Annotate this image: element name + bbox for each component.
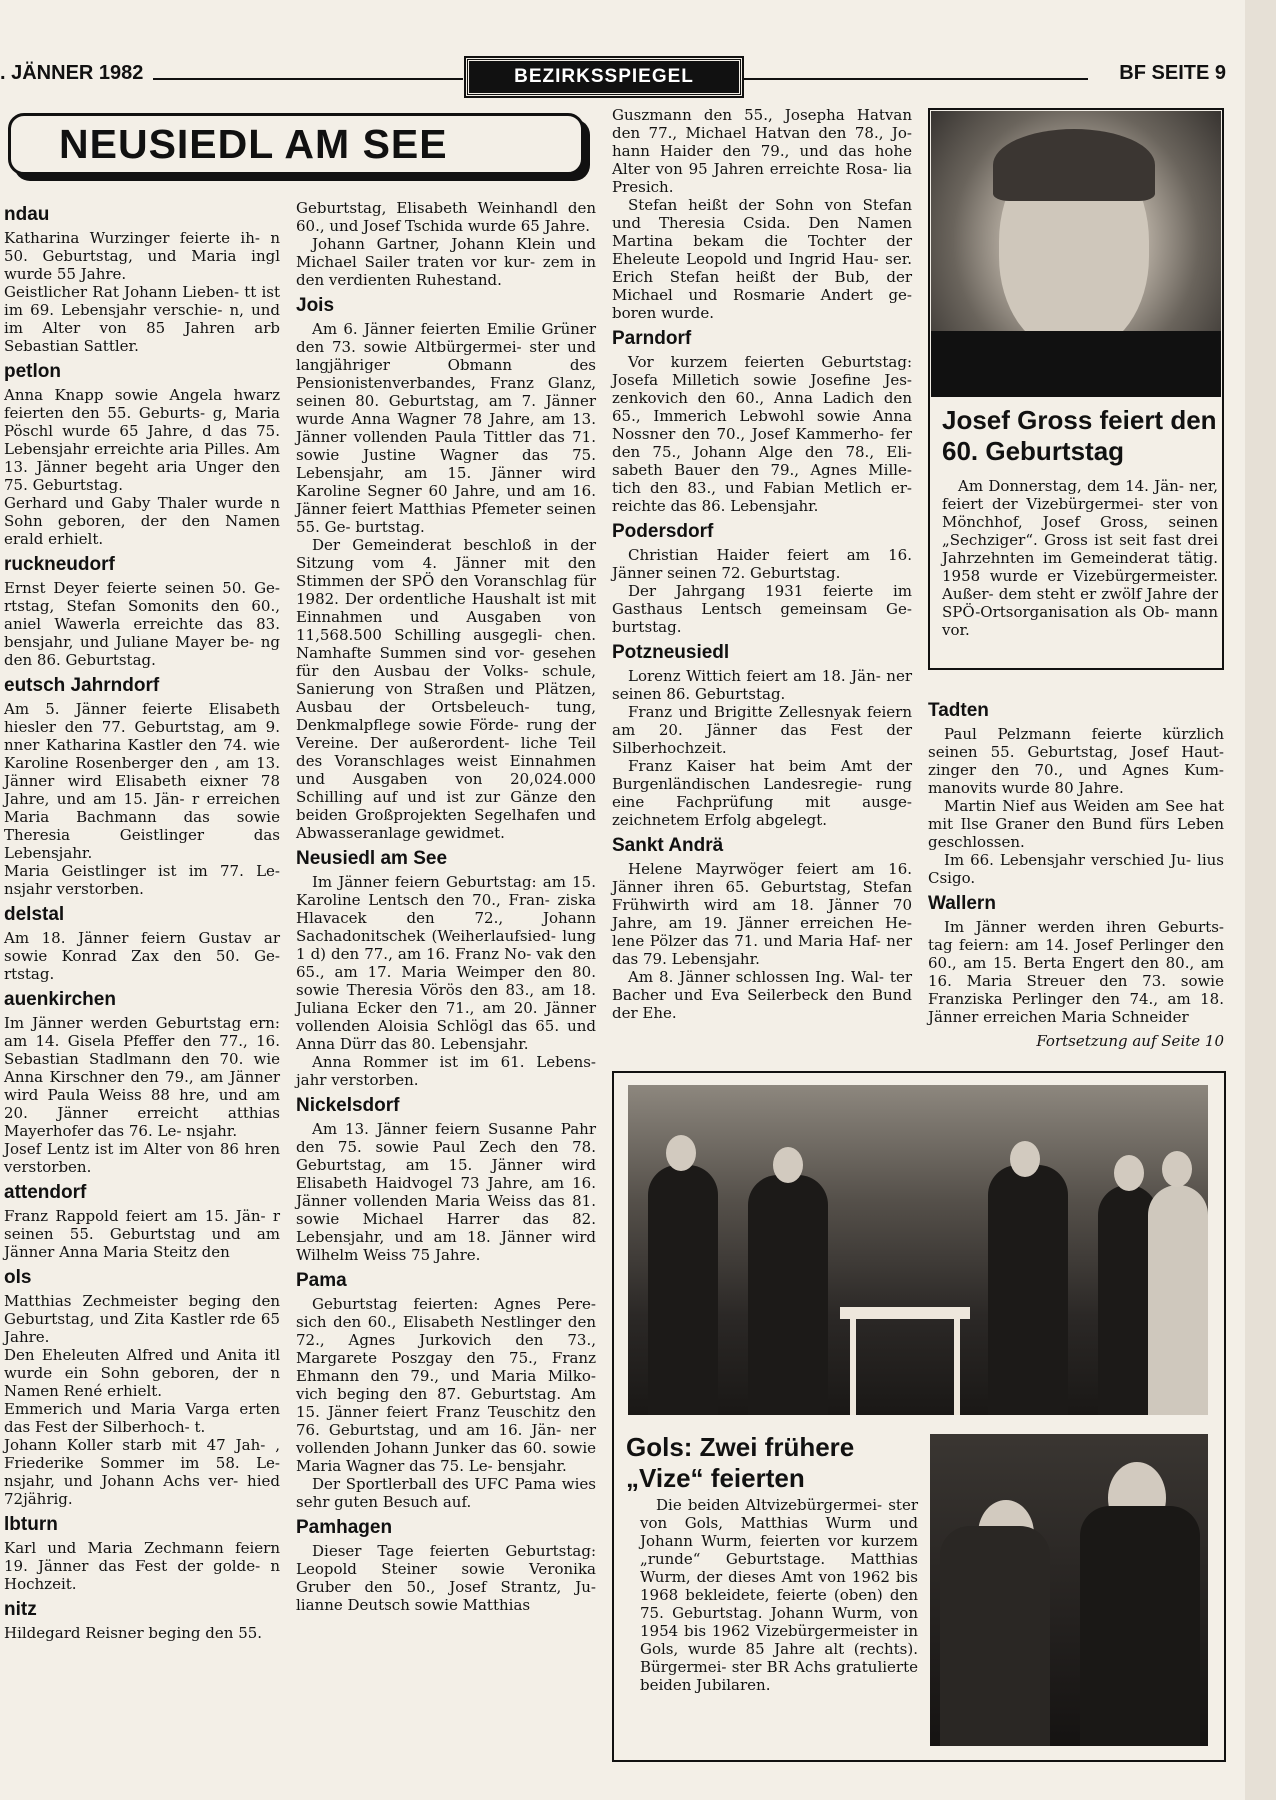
article-paragraph: Franz Rappold feiert am 15. Jän- r seinen 55. Geburtstag und am Jänner Anna Maria Steitz den (4, 1207, 280, 1261)
place-heading: Sankt Andrä (612, 835, 724, 856)
article-paragraph: Hildegard Reisner beging den 55. (4, 1624, 263, 1642)
article-paragraph: Maria Geistlinger ist im 77. Le- nsjahr verstorben. (4, 862, 280, 898)
column-4 (928, 694, 1224, 1050)
page-edge (1245, 0, 1276, 1800)
group-photo (628, 1085, 1208, 1415)
photo-figure (940, 1526, 1050, 1746)
gols-article (640, 1496, 918, 1694)
article-paragraph: Geburtstag, Elisabeth Weinhandl den 60., und Josef Tschida wurde 65 Jahre. (296, 199, 596, 235)
article-paragraph: Matthias Zechmeister beging den Geburtstag, und Zita Kastler rde 65 Jahre. (4, 1292, 280, 1346)
article-paragraph: Der Jahrgang 1931 feierte im Gasthaus Lentsch gemeinsam Ge- burtstag. (612, 582, 912, 636)
photo-head (1010, 1141, 1040, 1177)
place-heading: Pama (296, 1270, 347, 1291)
place-heading: attendorf (4, 1182, 87, 1203)
place-heading: eutsch Jahrndorf (4, 675, 160, 696)
article-paragraph: Am 18. Jänner feiern Gustav ar sowie Konrad Zax den 50. Ge- rtstag. (4, 929, 280, 983)
gols-headline: Gols: Zwei frühere „Vize“ feierten (626, 1432, 855, 1493)
article-paragraph: Im Jänner werden ihren Geburts- tag feiern: am 14. Josef Perlinger den 60., am 15. Berta Engert den 80., am 16. Maria Streuer den 73. sowie Franziska Perlinger den 74., am 18. Jänner erreichen Maria Schneider (928, 918, 1224, 1026)
article-paragraph: Der Sportlerball des UFC Pama wies sehr guten Besuch auf. (296, 1475, 596, 1511)
article-paragraph: Karl und Maria Zechmann feiern 19. Jänner das Fest der golde- n Hochzeit. (4, 1539, 280, 1593)
article-paragraph: Den Eheleuten Alfred und Anita itl wurde ein Sohn geboren, der n Namen René erhielt. (4, 1346, 280, 1400)
gross-article (942, 477, 1218, 639)
photo-table-leg (850, 1319, 856, 1415)
place-heading: Tadten (928, 700, 989, 721)
photo-figure (648, 1165, 718, 1415)
place-heading: delstal (4, 904, 65, 925)
article-paragraph: Emmerich und Maria Varga erten das Fest der Silberhoch- t. (4, 1400, 280, 1436)
article-paragraph: Helene Mayrwöger feiert am 16. Jänner ihren 65. Geburtstag, Stefan Frühwirth wird am 18. Jänner 70 Jahre, am 19. Jänner erreichen He- lene Pölzer das 71. und Maria Haf- ner das 79. Lebensjahr. (612, 860, 912, 968)
article-paragraph: Stefan heißt der Sohn von Stefan und Theresia Csida. Den Namen Martina bekam die Tochter der Eheleute Leopold und Ingrid Hau- ser. Erich Stefan heißt der Bub, der Michael und Rosmarie Andert ge- boren wurde. (612, 196, 912, 322)
header-rule-left (153, 78, 463, 80)
article-paragraph: Im 66. Lebensjahr verschied Ju- lius Csigo. (928, 851, 1224, 887)
photo-head (773, 1147, 803, 1183)
article-paragraph: Josef Lentz ist im Alter von 86 hren verstorben. (4, 1140, 280, 1176)
issue-date: . JÄNNER 1982 (0, 62, 144, 84)
place-heading: nitz (4, 1599, 37, 1620)
place-heading: Potzneusiedl (612, 642, 730, 663)
photo-table-leg (954, 1319, 960, 1415)
place-heading: Pamhagen (296, 1517, 393, 1538)
article-paragraph: Am 6. Jänner feierten Emilie Grüner den 73. sowie Altbürgermei- ster und langjähriger Obmann des Pensionistenverbandes, Franz Glanz, seinen 80. Geburtstag, am 7. Jänner wurde Anna Wagner 78 Jahre, am 13. Jänner vollenden Paula Tittler das 71. sowie Justine Wagner das 75. Lebensjahr, am 15. Jänner wird Karoline Segner 60 Jahre, und am 16. Jänner feiert Matthias Pfemeter seinen 55. Ge- burtstag. (296, 320, 596, 536)
article-paragraph: Franz und Brigitte Zellesnyak feiern am 20. Jänner das Fest der Silberhochzeit. (612, 703, 912, 757)
article-paragraph: Christian Haider feiert am 16. Jänner seinen 72. Geburtstag. (612, 546, 912, 582)
article-paragraph: Johann Koller starb mit 47 Jah- , Friederike Sommer im 58. Le- nsjahr, und Johann Achs ver- hied 72jährig. (4, 1436, 280, 1508)
place-heading: lbturn (4, 1514, 58, 1535)
place-heading: Podersdorf (612, 521, 714, 542)
article-paragraph: Martin Nief aus Weiden am See hat mit Ilse Graner den Bund fürs Leben geschlossen. (928, 797, 1224, 851)
photo-head (666, 1135, 696, 1171)
place-heading: Neusiedl am See (296, 848, 448, 869)
article-paragraph: Geburtstag feierten: Agnes Pere- sich den 60., Elisabeth Nestlinger den 72., Agnes Jurkovich den 73., Margarete Poszgay den 75., Franz Ehmann den 79., und Maria Milko- vich beging den 87. Geburtstag. Am 15. Jänner feiert Franz Teuschitz den 76. Geburtstag, und am 16. Jän- ner vollenden Johann Junker das 60. sowie Maria Wagner das 75. Le- bensjahr. (296, 1295, 596, 1475)
continued-note: Fortsetzung auf Seite 10 (1036, 1032, 1224, 1050)
place-heading: Jois (296, 295, 335, 316)
portrait-hair (993, 129, 1155, 201)
article-paragraph: Guszmann den 55., Josepha Hatvan den 77., Michael Hatvan den 78., Jo- hann Haider den 79., und das hohe Alter von 95 Jahren erreichte Rosa- lia Presich. (612, 106, 912, 196)
article-paragraph: Der Gemeinderat beschloß in der Sitzung vom 4. Jänner mit den Stimmen der SPÖ den Voranschlag für 1982. Der ordentliche Haushalt ist mit Einnahmen und Ausgaben von 11,568.500 Schilling ausgegli- chen. Namhafte Summen sind vor- gesehen für den Ausbau der Volks- schule, Sanierung von Straßen und Plätzen, Ausbau der Ortsbeleuch- tung, Denkmalpflege sowie Förde- rung der Vereine. Der außerordent- liche Teil des Voranschlages weist Einnahmen und Ausgaben von 20,024.000 Schilling auf und ist zur Gänze den beiden Großprojekten Segelhafen und Abwasseranlage gewidmet. (296, 536, 596, 842)
article-paragraph: Am 5. Jänner feierte Elisabeth hiesler den 77. Geburtstag, am 9. nner Katharina Kastler den 74. wie Karoline Rosenberger den , am 13. Jänner wird Elisabeth eixner 78 Jahre, und am 15. Jän- r erreichen Maria Bachmann das sowie Theresia Geistlinger das Lebensjahr. (4, 700, 280, 862)
article-paragraph: Anna Knapp sowie Angela hwarz feierten den 55. Geburts- g, Maria Pöschl wurde 65 Jahre, d das 75. Lebensjahr erreichte aria Pilles. Am 13. Jänner begeht aria Unger den 75. Geburtstag. (4, 386, 280, 494)
section-label: BEZIRKSSPIEGEL (466, 58, 742, 96)
article-paragraph: Am 13. Jänner feiern Susanne Pahr den 75. sowie Paul Zech den 78. Geburtstag, am 15. Jänner wird Elisabeth Haidvogel 73 Jahre, am 16. Jänner vollenden Maria Weiss das 81. sowie Michael Harrer das 82. Lebensjahr, und am 18. Jänner wird Wilhelm Weiss 75 Jahre. (296, 1120, 596, 1264)
header-rule-right (742, 78, 1088, 80)
article-paragraph: Geistlicher Rat Johann Lieben- tt ist im 69. Lebensjahr verschie- n, und im Alter von 85 Jahren arb Sebastian Sattler. (4, 283, 280, 355)
article-paragraph: Anna Rommer ist im 61. Lebens- jahr verstorben. (296, 1053, 596, 1089)
photo-head (1162, 1151, 1192, 1187)
column-1 (4, 198, 280, 1642)
gross-paragraph: Am Donnerstag, dem 14. Jän- ner, feiert der Vizebürgermei- ster von Mönchhof, Josef Gross, seinen „Sechziger“. Gross ist seit fast drei Jahrzehnten im Gemeinderat tätig. 1958 wurde er Vizebürgermeister. Außer- dem steht er zwölf Jahre der SPÖ-Ortsorganisation als Ob- mann vor. (942, 477, 1218, 639)
place-heading: ols (4, 1267, 32, 1288)
place-heading: Nickelsdorf (296, 1095, 400, 1116)
article-paragraph: Gerhard und Gaby Thaler wurde n Sohn geboren, der den Namen erald erhielt. (4, 494, 280, 548)
photo-figure (1148, 1185, 1208, 1415)
place-heading: petlon (4, 361, 61, 382)
gols-paragraph: Die beiden Altvizebürgermei- ster von Gols, Matthias Wurm und Johann Wurm, feierten vor kurzem „runde“ Geburtstage. Matthias Wurm, der dieses Amt von 1962 bis 1968 bekleidete, feierte (oben) den 75. Geburtstag. Johann Wurm, von 1954 bis 1962 Vizebürgermeister in Gols, wurde 85 Jahre alt (rechts). Bürgermei- ster BR Achs gratulierte beiden Jubilaren. (640, 1496, 918, 1694)
josef-gross-portrait (931, 111, 1221, 397)
article-paragraph: Franz Kaiser hat beim Amt der Burgenländischen Landesregie- rung eine Fachprüfung mit ausge- zeichnetem Erfolg abgelegt. (612, 757, 912, 829)
place-heading: ndau (4, 204, 50, 225)
article-paragraph: Dieser Tage feierten Geburtstag: Leopold Steiner sowie Veronika Gruber den 50., Josef Strantz, Ju- lianne Deutsch sowie Matthias (296, 1542, 596, 1614)
district-banner: NEUSIEDL AM SEE (8, 113, 584, 175)
column-2 (296, 199, 596, 1614)
photo-figure (1080, 1506, 1200, 1746)
article-paragraph: Am 8. Jänner schlossen Ing. Wal- ter Bacher und Eva Seilerbeck den Bund der Ehe. (612, 968, 912, 1022)
place-heading: Wallern (928, 893, 996, 914)
photo-head (1114, 1155, 1144, 1191)
page-number: BF SEITE 9 (1119, 62, 1226, 84)
article-paragraph: Vor kurzem feierten Geburtstag: Josefa Milletich sowie Josefine Jes- zenkovich den 60., Anna Ladich den 65., Immerich Lebwohl sowie Anna Nossner den 70., Josef Kammerho- fer den 75., Johann Alge den 78., Eli- sabeth Bauer den 79., Agnes Mille- tich den 83., und Fabian Metlich er- reichte das 86. Lebensjahr. (612, 353, 912, 515)
article-paragraph: Johann Gartner, Johann Klein und Michael Sailer traten vor kur- zem in den verdienten Ruhestand. (296, 235, 596, 289)
article-paragraph: Paul Pelzmann feierte kürzlich seinen 55. Geburtstag, Josef Haut- zinger den 70., und Agnes Kum- manovits wurde 80 Jahre. (928, 725, 1224, 797)
place-heading: auenkirchen (4, 989, 116, 1010)
article-paragraph: Lorenz Wittich feiert am 18. Jän- ner seinen 86. Geburtstag. (612, 667, 912, 703)
article-paragraph: Im Jänner feiern Geburtstag: am 15. Karoline Lentsch den 70., Fran- ziska Hlavacek den 72., Johann Sachadonitschek (Weiherlaufsied- lung 1 d) den 77., am 16. Franz No- vak den 65., am 17. Maria Weimper den 80. sowie Theresia Vörös den 83., am 18. Juliana Ecker den 71., am 20. Jänner vollenden Aloisia Schlögl das 65. und Anna Dürr das 80. Lebensjahr. (296, 873, 596, 1053)
photo-table (840, 1307, 970, 1319)
column-3 (612, 106, 912, 1022)
article-paragraph: Katharina Wurzinger feierte ih- n 50. Geburtstag, und Maria ingl wurde 55 Jahre. (4, 229, 280, 283)
portrait-sweater (931, 331, 1221, 397)
article-paragraph: Im Jänner werden Geburtstag ern: am 14. Gisela Pfeffer den 77., 16. Sebastian Stadlmann den 70. wie Anna Kirschner den 79., am Jänner wird Paula Weiss 88 hre, und am 20. Jänner erreicht atthias Mayerhofer das 76. Le- nsjahr. (4, 1014, 280, 1140)
photo-figure (748, 1175, 828, 1415)
place-heading: Parndorf (612, 328, 692, 349)
photo-figure (988, 1165, 1068, 1415)
place-heading: ruckneudorf (4, 554, 115, 575)
gross-headline: Josef Gross feiert den 60. Geburtstag (942, 405, 1217, 466)
jubilarians-photo (930, 1434, 1208, 1746)
article-paragraph: Ernst Deyer feierte seinen 50. Ge- rtstag, Stefan Somonits den 60., aniel Wawerla erreichte das 83. bensjahr, und Juliane Mayer be- ng den 86. Geburtstag. (4, 579, 280, 669)
